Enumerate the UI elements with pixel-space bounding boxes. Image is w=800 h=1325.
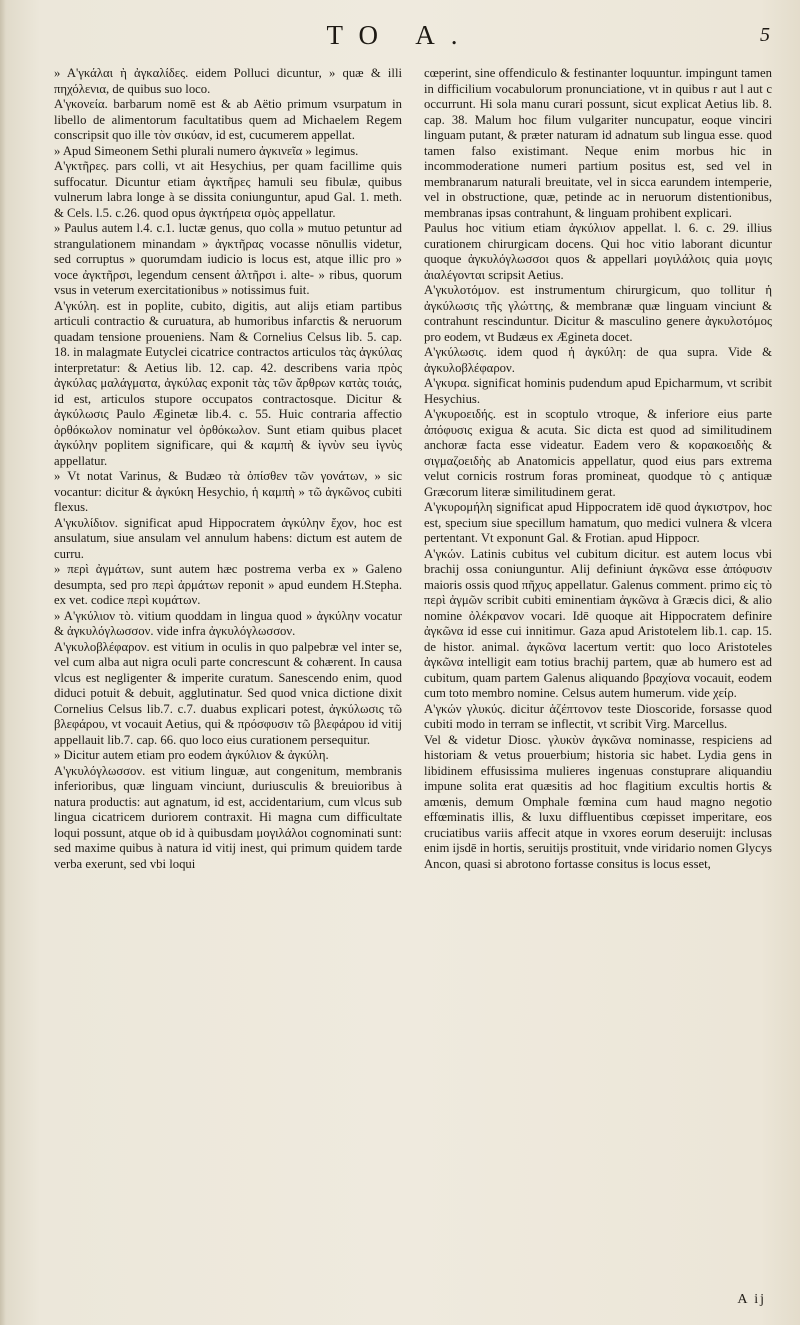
entry-paragraph: A'γκυλοτόμον. est instrumentum chirurgicum, quo tollitur ἡ ἀγκύλωσις τῆς γλώττης, & membranæ quæ linguam vinciunt & contrahunt rescinduntur. Dicitur & masculino genere ἀγκυλοτόμος pro eodem, vt Budæus ex Ægineta docet. bbox=[424, 283, 772, 344]
entry-paragraph: » A'γκάλαι ὴ ἀγκαλίδες. eidem Polluci dicuntur, » quæ & illi πηχόλενια, de quibus suo loco. bbox=[54, 66, 402, 96]
entry-paragraph: A'γκυλοβλέφαρον. est vitium in oculis in quo palpebræ vel inter se, vel cum alba aut nigra oculi parte concrescunt & cohærent. In causa vlcus est negligenter & imperite curatum. Sanescendo enim, quod diduci potuit & debuit, agglutinatur. Sed quod vnica dictione dixit Cornelius Celsus lib.7. c.7. duabus explicari potest, ἀγκύλωσις τῶ βλεφάρου, vt vocauit Aetius, qui & πρόσφυσιν τῶ βλεφάρου id vitij appellauit lib.7. cap. 66. quo loco eius curationem persequitur. bbox=[54, 639, 402, 747]
entry-paragraph: A'γκών γλυκύς. dicitur ἀζέπτονον teste Dioscoride, forsasse quod cubiti modo in terram se inflectit, vt scribit Virg. Marcellus. bbox=[424, 701, 772, 731]
entry-paragraph: A'γκυρα. significat hominis pudendum apud Epicharmum, vt scribit Hesychius. bbox=[424, 376, 772, 406]
entry-paragraph: A'γκύλη. est in poplite, cubito, digitis, aut alijs etiam partibus articuli contractio & curuatura, ab humoribus infarctis & neruorum quadam tensione proueniens. Nam & Cornelius Celsus lib. 5. cap. 18. in malagmate Eutyclei cicatrice contractos articulos τὰς ἀγκύλας interpretatur: & Aetius lib. 12. cap. 42. describens varia πρὸς ἀγκύλας μαλάγματα, ἀγκύλας exponit τὰς τῶν ἄρθρων κατὰς τοιάς, id est, articulos stupore occupatos contractosque. Dicitur & ἀγκύλωσις Paulo Æginetæ lib.4. c. 55. Huic contraria affectio ὀρθόκωλον nominatur vel ὀρθόκωλον. Sunt etiam quibus placet ἀγκύλην poplitem significare, qui & καμπὴ & ἰγνὺν seu ἰγνὺς appellatur. bbox=[54, 298, 402, 468]
right-column bbox=[424, 66, 772, 1288]
left-column bbox=[54, 66, 402, 1288]
entry-paragraph: » Paulus autem l.4. c.1. luctæ genus, quo colla » mutuo petuntur ad strangulationem minandam » ἀγκτῆρας vocasse nōnullis videtur, sed corruptus » quorumdam iudicio is locus est, atque illic pro » voce ἀγκτῆρσι, legendum censent ἀλτῆρσι i. alte- » ribus, quorum vsus in veterum exercitationibus » notissimus fuit. bbox=[54, 221, 402, 297]
entry-paragraph: A'γκών. Latinis cubitus vel cubitum dicitur. est autem locus vbi brachij ossa coniunguntur. Alij definiunt ἀγκῶνα esse ἀπόφυσιν maioris ossis quod πῆχυς appellatur. Galenus comment. primo εἰς τὸ περὶ ἀγμῶν scribit cubiti eminentiam ἀγκῶνα à Græcis dici, & alio nomine ὀλέκρανον vocari. Idē quoque ait Hippocratem definire ἀγκῶνα id esse cui innitimur. Gaza apud Aristotelem lib.1. cap. 15. de histor. animal. ἀγκῶνα lacertum vertit: quo loco Aristoteles ἀγκῶνα intelligit eam totius brachij partem, quæ ab humero est ad cubitum, quam partem Galenus aliquando βραχίονα vocauit, eodem cum toto membro nomine. Celsus autem humerum. vide χείρ. bbox=[424, 546, 772, 700]
entry-paragraph: » Vt notat Varinus, & Budæo τὰ ὀπίσθεν τῶν γονάτων, » sic vocantur: dicitur & ἀγκύκη Hesychio, ἡ καμπὴ » τῶ ἀγκῶνος cubiti flexus. bbox=[54, 469, 402, 514]
running-head: TO A. bbox=[326, 20, 474, 50]
page-gutter-shadow bbox=[0, 0, 6, 1325]
entry-paragraph: Paulus hoc vitium etiam ἀγκύλιον appellat. l. 6. c. 29. illius curationem chirurgicam docens. Qui hoc vitio laborant dicuntur quoque ἀγκυλόγλωσσοι quos & appellari μογιλάλοις quia μογις ἀιαλέγονται scripsit Aetius. bbox=[424, 221, 772, 282]
entry-paragraph: A'γκυλόγλωσσον. est vitium linguæ, aut congenitum, membranis inferioribus, quæ linguam vinciunt, duriusculis & breuioribus à natura productis: aut agnatum, id est, accidentarium, cum vlcus sub lingua cicatricem duriorem contraxit. Hi magna cum difficultate loqui possunt, atque ob id à quibusdam μογιλάλοι cognominati sunt: sed maxime quibus à natura id vitij inest, qui primum quidem tarde verba exerunt, sed vbi loqui bbox=[54, 763, 402, 871]
entry-paragraph: A'γκυρομήλη significat apud Hippocratem idē quod ἀγκιστρον, hoc est, specium siue specillum hamatum, quo medici vulnera & vlcera pertentant. Vt exponunt Gal. & Frotian. apud Hippocr. bbox=[424, 500, 772, 545]
page-header bbox=[0, 20, 800, 60]
entry-paragraph: » A'γκύλιον τὸ. vitium quoddam in lingua quod » ἀγκύλην vocatur & ἀγκυλόγλωσσον. vide infra ἀγκυλόγλωσσον. bbox=[54, 608, 402, 638]
entry-paragraph: A'γκονεία. barbarum nomē est & ab Aëtio primum vsurpatum in libello de alimentorum facultatibus quem ad Michaelem Regem conscripsit quo ille τὸν σικύαν, id est, cucumerem appellat. bbox=[54, 97, 402, 142]
entry-paragraph: A'γκυλίδιον. significat apud Hippocratem ἀγκύλην ἔχον, hoc est ansulatum, siue ansulam vel annulum habens: dictum est autem de curru. bbox=[54, 515, 402, 561]
entry-paragraph: cœperint, sine offendiculo & festinanter loquuntur. impingunt tamen in difficilium vocabulorum pronunciatione, vt in quibus r aut l aut c occurrunt. Hi sola manu curari possunt, sicut explicat Aetius lib. 8. cap. 38. Malum hoc filum vulgariter nuncupatur, eoque vinciri linguam putant, & præter naturam id adnatum sub lingua esse. quod tamen falso existimant. Neque enim morbus hic in incommoderatione numeri partium positus est, sed vel in membranarum naturali breuitate, vel in sicca earundem intemperie, vel in obstructione, quæ, petinde ac in neruorum distentionibus, membranas ipsas contrahunt, & linguam prohibent explicari. bbox=[424, 66, 772, 220]
entry-paragraph: » περὶ ἀγμάτων, sunt autem hæc postrema verba ex » Galeno desumpta, sed pro περὶ ἀρμάτων reponit » apud eundem H.Stepha. ex vet. codice περὶ κυμάτων. bbox=[54, 562, 402, 607]
entry-paragraph: Vel & videtur Diosc. γλυκὺν ἀγκῶνα nominasse, respiciens ad historiam & vetus prouerbium; historia sic habet. Lydia gens in libidinem effusissima mulieres ingenuas constuprare aliquandiu impune solita erat quæsitis ad hoc flagitium excultis hortis & amœnis, demum Omphale fœmina cum haud magno negotio effœminatis illis, & luxu diffluentibus cœpisset imperitare, eos cruciatibus variis affecit atque in vxores eorum deseruijt: inclusas enim ijsdē in hortis, seruitijs prostituit, vnde viridario nomen Glycys Ancon, quasi si abrotono fortasse consitus is locus esset, bbox=[424, 732, 772, 871]
page-number: 5 bbox=[760, 24, 770, 46]
entry-paragraph: A'γκυροειδής. est in scoptulo vtroque, & inferiore eius parte ἀπόφυσις exigua & acuta. Sic dicta est quod ad similitudinem anchoræ facta esse videatur. Eadem vero & κορακοειδὴς & σιγμαζοειδὴς ab Anatomicis appellatur, quod eius pars extrema velut cornicis rostrum foras promineat, quodque τὸ ς antiquæ Græcorum literæ similitudinem gerat. bbox=[424, 407, 772, 499]
entry-paragraph: A'γκτῆρες. pars colli, vt ait Hesychius, per quam facillime quis suffocatur. Dicuntur etiam ἀγκτῆρες hamuli seu fibulæ, quibus vulnerum labra longe à se dissita coniunguntur, apud Gal. 1. meth. & Cels. l.5. c.26. quod opus ἀγκτήρεια σμὸς appellatur. bbox=[54, 159, 402, 220]
entry-paragraph: » Dicitur autem etiam pro eodem ἀγκύλιον & ἀγκύλη. bbox=[54, 748, 329, 762]
entry-paragraph: A'γκύλωσις. idem quod ἡ ἀγκύλη: de qua supra. Vide & ἀγκυλοβλέφαρον. bbox=[424, 345, 772, 375]
entry-paragraph: » Apud Simeonem Sethi plurali numero ἀγκινεῖα » legimus. bbox=[54, 143, 359, 158]
signature-mark: A ij bbox=[737, 1292, 766, 1307]
